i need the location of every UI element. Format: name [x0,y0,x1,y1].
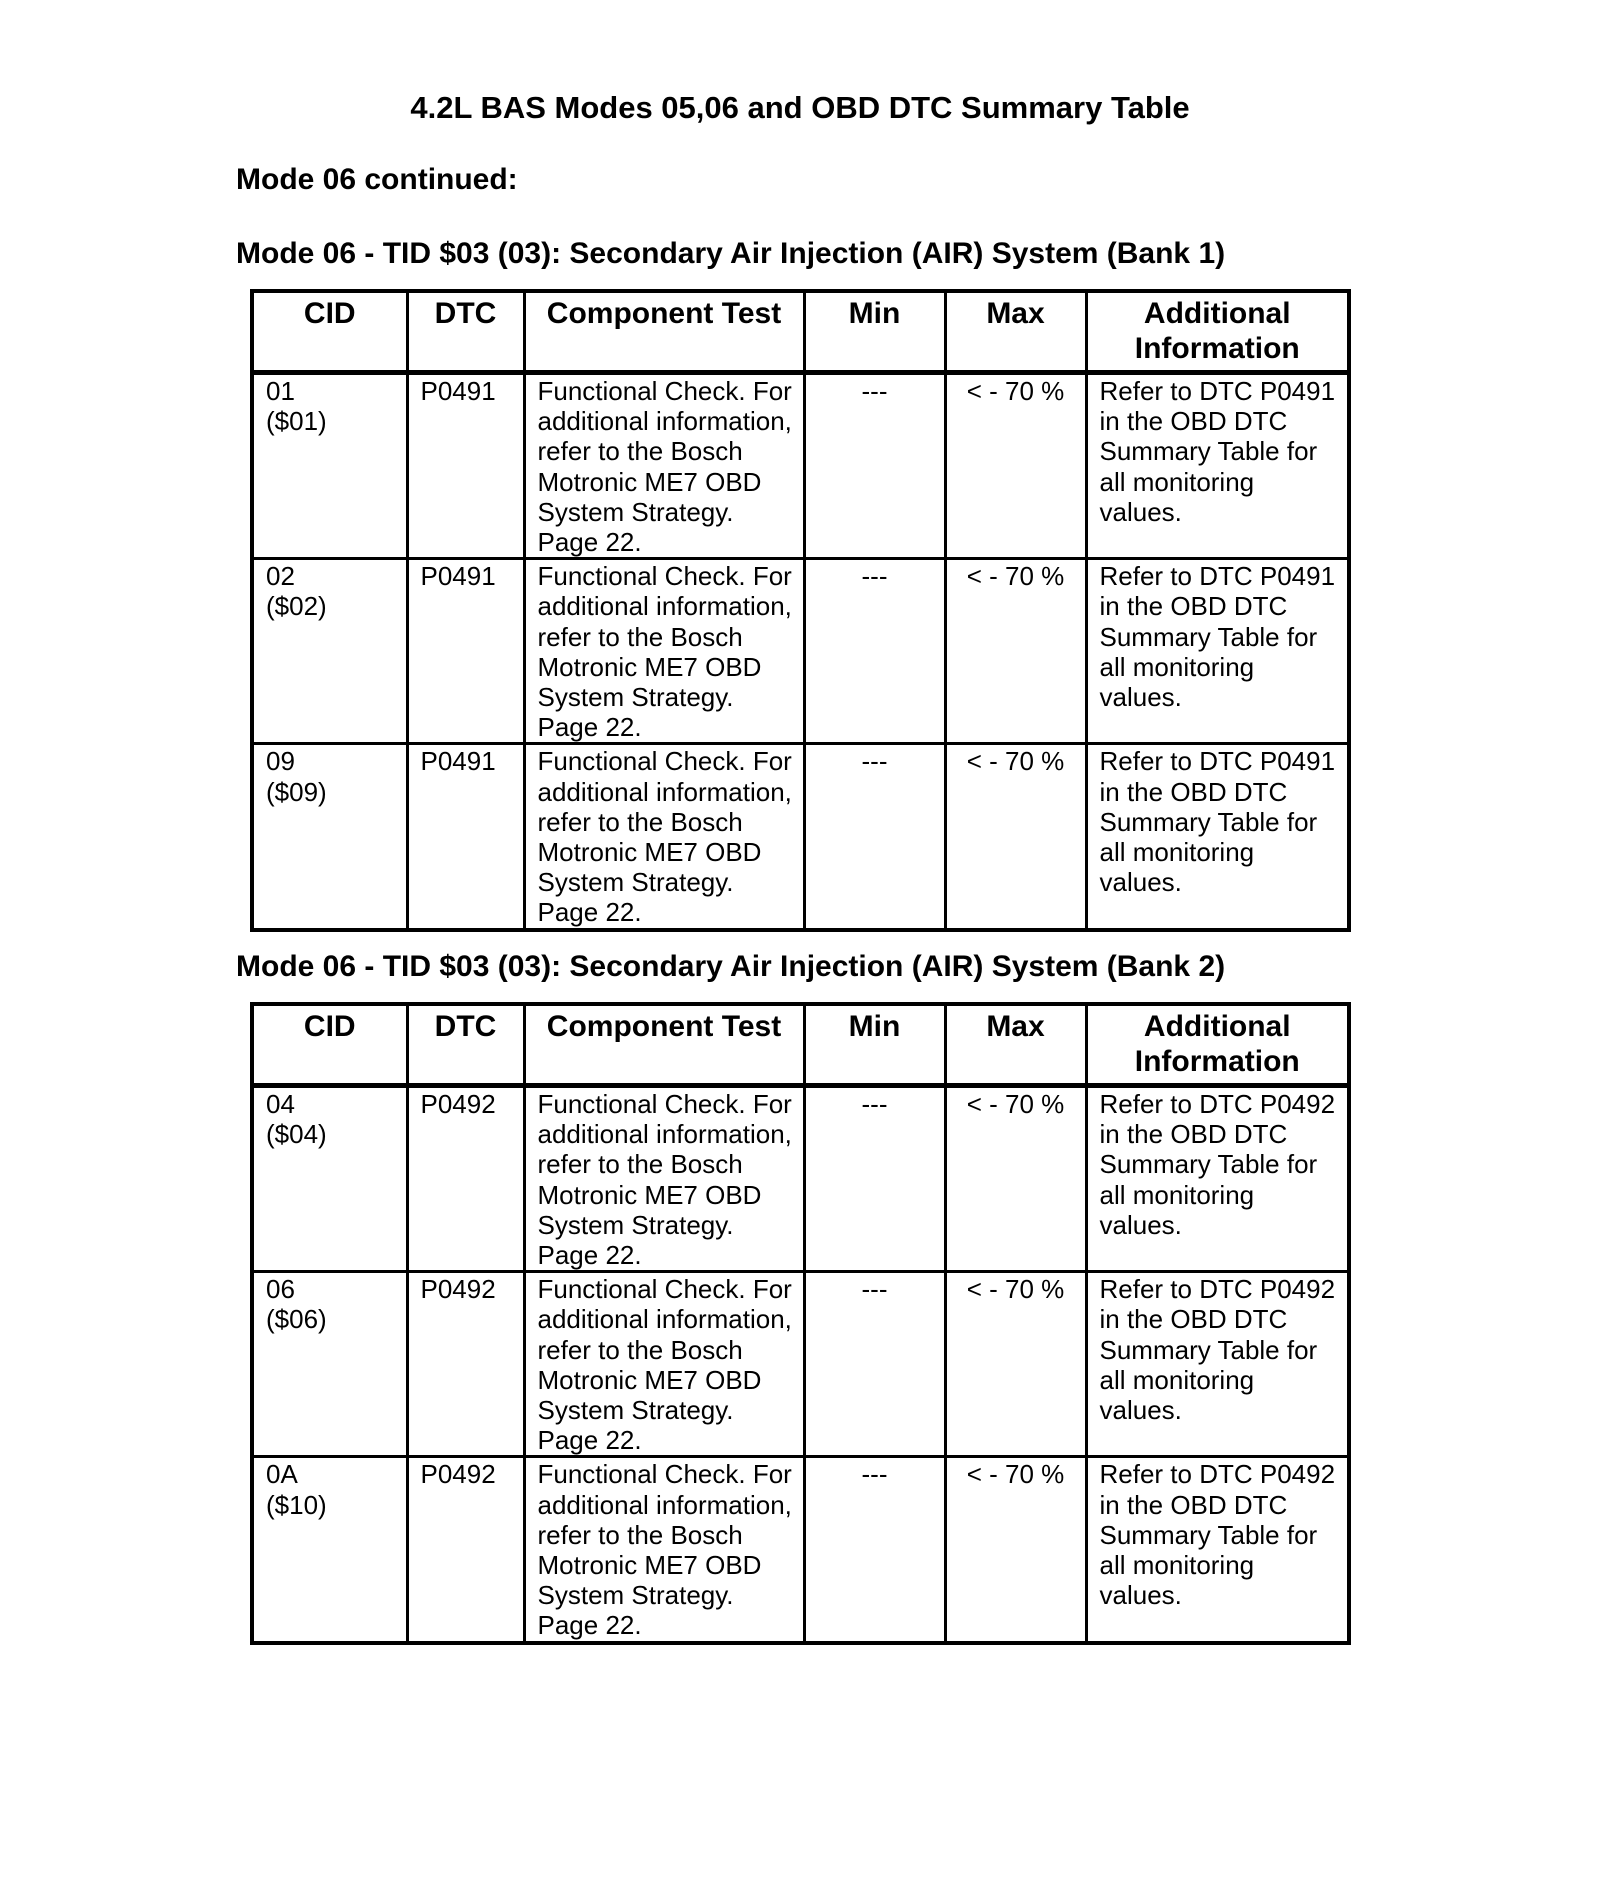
table-header-row [252,1004,1349,1086]
cell-component-test: Functional Check. For additional information, refer to the Bosch Motronic ME7 OBD System Strategy. Page 22. [524,1272,804,1457]
cell-cid [252,1086,407,1272]
cell-min: --- [804,1272,945,1457]
cell-max: < - 70 % [945,373,1086,559]
cell-component-test: Functional Check. For additional information, refer to the Bosch Motronic ME7 OBD System Strategy. Page 22. [524,373,804,559]
cid-value: 04 [266,1089,295,1119]
page-title: 4.2L BAS Modes 05,06 and OBD DTC Summary Table [410,90,1190,125]
cell-component-test: Functional Check. For additional information, refer to the Bosch Motronic ME7 OBD System Strategy. Page 22. [524,1086,804,1272]
cid-hex-value: ($10) [266,1489,327,1520]
cell-additional-information: Refer to DTC P0492 in the OBD DTC Summary Table for all monitoring values. [1086,1457,1349,1643]
table-heading-bank-1: Mode 06 - TID $03 (03): Secondary Air Injection (AIR) System (Bank 1) [236,237,1226,270]
cid-value: 09 [266,746,295,777]
cid-hex-value: ($01) [266,406,327,437]
cid-hex-value: ($09) [266,776,327,807]
cell-additional-information: Refer to DTC P0492 in the OBD DTC Summary Table for all monitoring values. [1086,1086,1349,1272]
cell-dtc: P0491 [407,744,524,930]
cid-value: 0A [266,1459,298,1490]
cell-component-test: Functional Check. For additional information, refer to the Bosch Motronic ME7 OBD System Strategy. Page 22. [524,1457,804,1643]
dtc-table-bank-2 [250,1002,1351,1645]
cell-max: < - 70 % [945,559,1086,744]
cell-cid [252,373,407,559]
cell-additional-information: Refer to DTC P0491 in the OBD DTC Summary Table for all monitoring values. [1086,744,1349,930]
cell-min: --- [804,373,945,559]
cell-max: < - 70 % [945,1272,1086,1457]
column-header-max: Max [945,1004,1086,1086]
column-header-cid: CID [252,291,407,373]
table-heading-bank-2: Mode 06 - TID $03 (03): Secondary Air Injection (AIR) System (Bank 2) [236,950,1226,983]
cell-dtc: P0491 [407,559,524,744]
cell-additional-information: Refer to DTC P0491 in the OBD DTC Summary Table for all monitoring values. [1086,559,1349,744]
column-header-min: Min [804,1004,945,1086]
cell-cid [252,559,407,744]
cell-additional-information: Refer to DTC P0491 in the OBD DTC Summary Table for all monitoring values. [1086,373,1349,559]
cell-max: < - 70 % [945,1086,1086,1272]
continued-label: Mode 06 continued: [236,163,518,196]
column-header-max: Max [945,291,1086,373]
cell-cid [252,744,407,930]
cell-cid [252,1457,407,1643]
column-header-dtc: DTC [407,291,524,373]
cid-value: 06 [266,1274,295,1305]
column-header-cid: CID [252,1004,407,1086]
table-row [252,373,1349,559]
table-row [252,1272,1349,1457]
cell-min: --- [804,1457,945,1643]
cell-component-test: Functional Check. For additional information, refer to the Bosch Motronic ME7 OBD System Strategy. Page 22. [524,744,804,930]
cell-min: --- [804,559,945,744]
table-header-row [252,291,1349,373]
table-row [252,744,1349,930]
column-header-additional-information: Additional Information [1086,1004,1349,1086]
cell-max: < - 70 % [945,744,1086,930]
cell-min: --- [804,1086,945,1272]
cell-dtc: P0491 [407,373,524,559]
cid-value: 01 [266,376,295,406]
column-header-dtc: DTC [407,1004,524,1086]
cell-dtc: P0492 [407,1272,524,1457]
table-row [252,1457,1349,1643]
cid-hex-value: ($04) [266,1119,327,1150]
column-header-min: Min [804,291,945,373]
cell-max: < - 70 % [945,1457,1086,1643]
cell-cid [252,1272,407,1457]
cid-hex-value: ($06) [266,1304,327,1335]
cid-hex-value: ($02) [266,591,327,622]
cell-component-test: Functional Check. For additional information, refer to the Bosch Motronic ME7 OBD System Strategy. Page 22. [524,559,804,744]
cell-additional-information: Refer to DTC P0492 in the OBD DTC Summary Table for all monitoring values. [1086,1272,1349,1457]
cell-dtc: P0492 [407,1086,524,1272]
table-row [252,559,1349,744]
cell-dtc: P0492 [407,1457,524,1643]
dtc-table-bank-1 [250,289,1351,932]
column-header-component-test: Component Test [524,1004,804,1086]
table-row [252,1086,1349,1272]
column-header-component-test: Component Test [524,291,804,373]
cell-min: --- [804,744,945,930]
cid-value: 02 [266,561,295,592]
column-header-additional-information: Additional Information [1086,291,1349,373]
